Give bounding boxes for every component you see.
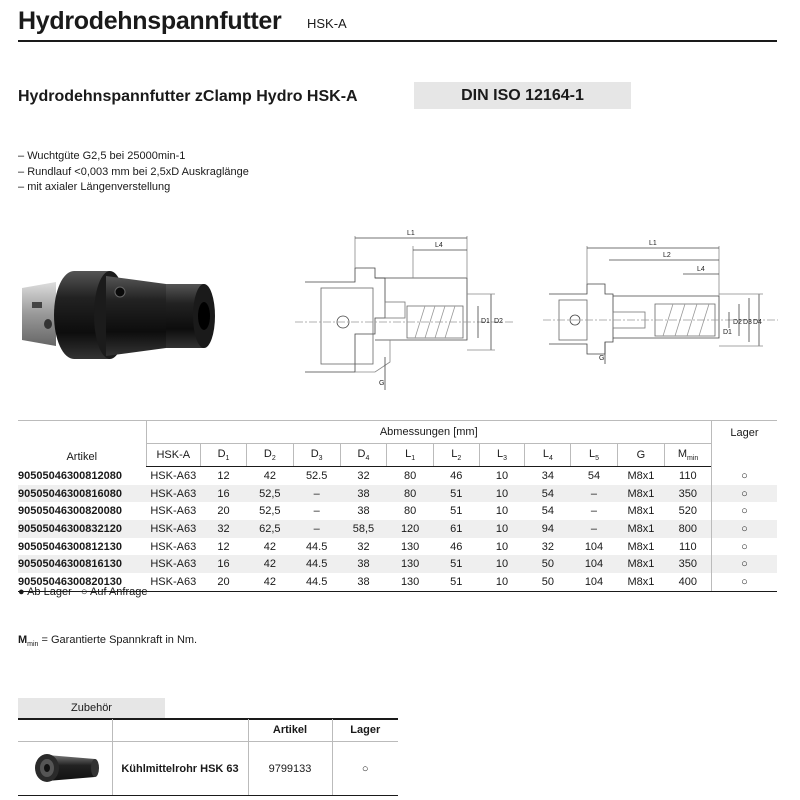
table-cell: 51 (433, 573, 479, 591)
table-row (18, 555, 777, 573)
dim-label: L4 (697, 266, 705, 273)
header-text: HSK-A (156, 449, 191, 461)
dim-label: D4 (753, 319, 762, 326)
header-text: L (497, 447, 504, 460)
col-header-lager: Lager (711, 421, 777, 467)
table-cell: 44.5 (305, 540, 328, 553)
table-cell: 400 (665, 573, 712, 591)
table-cell: HSK-A63 (146, 555, 201, 573)
table-cell: 32 (357, 540, 370, 553)
feature-item: – Wuchtgüte G2,5 bei 25000min-1 (18, 149, 249, 165)
table-cell: 520 (678, 505, 697, 518)
dim-label: L4 (435, 242, 443, 249)
acc-col-artikel: Artikel (248, 719, 332, 742)
col-header-d3 (293, 444, 340, 467)
table-cell: 20 (201, 573, 247, 591)
col-header-l3 (479, 444, 525, 467)
table-cell: 130 (387, 555, 433, 573)
artikel-cell: 90505046300820130 (18, 573, 146, 591)
table-row (18, 467, 777, 485)
table-cell: 16 (201, 485, 247, 503)
header-sub: 4 (548, 455, 553, 463)
acc-col-lager: Lager (332, 719, 398, 742)
table-cell: – (293, 520, 340, 538)
dim-label: L1 (407, 230, 415, 237)
table-cell: M8x1 (617, 573, 664, 591)
table-cell: 104 (571, 573, 617, 591)
lager-cell: ○ (711, 467, 777, 485)
table-row (18, 485, 777, 503)
table-cell: 10 (495, 505, 509, 518)
legend-on-request: ○ Auf Anfrage (80, 586, 148, 598)
table-cell: – (571, 485, 617, 503)
accessory-lager: ○ (332, 742, 398, 796)
header-text: L (405, 447, 412, 460)
accessory-tab: Zubehör (18, 698, 165, 718)
accessory-artikel: 9799133 (248, 742, 332, 796)
artikel-cell: 90505046300820080 (18, 505, 123, 518)
table-cell: M8x1 (627, 469, 655, 482)
table-cell: 32 (357, 469, 370, 482)
table-cell: 54 (525, 485, 571, 503)
col-header-d1 (201, 444, 247, 467)
artikel-cell: 90505046300812080 (18, 469, 123, 482)
table-cell: M8x1 (617, 520, 664, 538)
product-title: Hydrodehnspannfutter zClamp Hydro HSK-A (18, 88, 358, 105)
header-text: L (588, 447, 596, 460)
table-cell: 80 (403, 505, 417, 518)
table-cell: 42 (246, 573, 293, 591)
lager-cell: ○ (711, 555, 777, 573)
table-cell: – (293, 485, 340, 503)
table-cell: 120 (387, 520, 433, 538)
table-cell: 42 (263, 540, 276, 553)
table-cell: – (571, 520, 617, 538)
artikel-cell: 90505046300832120 (18, 520, 146, 538)
header-sub: 2 (457, 455, 462, 463)
lager-cell: ○ (711, 485, 777, 503)
table-cell: M8x1 (627, 540, 655, 553)
dim-label: G (379, 380, 385, 387)
artikel-cell: 90505046300812130 (18, 540, 123, 553)
table-cell: 32 (201, 520, 247, 538)
table-cell: 10 (495, 469, 509, 482)
coolant-tube-photo (25, 745, 105, 789)
page-title: Hydrodehnspannfutter (18, 7, 282, 35)
stock-legend (18, 586, 148, 598)
mmin-sub: min (27, 641, 39, 649)
table-cell: 130 (400, 540, 420, 553)
header-text: L (451, 447, 458, 460)
col-header-hsk (146, 444, 201, 467)
table-cell: 32 (541, 540, 554, 553)
lager-cell: ○ (711, 520, 777, 538)
col-header-group: Abmessungen [mm] (146, 421, 711, 444)
table-cell: 44.5 (293, 573, 340, 591)
dim-label: D1 (723, 329, 732, 336)
table-cell: 20 (217, 505, 230, 518)
table-cell: 16 (201, 555, 247, 573)
table-row (18, 538, 777, 556)
header-sub: 1 (411, 455, 416, 463)
header-text: D (263, 447, 272, 460)
col-header-mmin (665, 444, 712, 467)
header-text: D (217, 447, 226, 460)
table-cell: 350 (665, 555, 712, 573)
lager-cell: ○ (711, 573, 777, 591)
header-sub: min (687, 455, 699, 463)
table-cell: 110 (679, 469, 697, 482)
header-sub: 5 (595, 455, 599, 463)
dim-label: L2 (663, 252, 671, 259)
dim-label: D2 (733, 319, 742, 326)
mmin-text: = Garantierte Spannkraft in Nm. (38, 634, 198, 646)
acc-col-image (18, 719, 112, 742)
table-cell: 104 (571, 555, 617, 573)
technical-drawing-2 (543, 238, 778, 368)
table-cell: HSK-A63 (150, 469, 197, 482)
dim-label: D3 (743, 319, 752, 326)
table-cell: 10 (479, 520, 525, 538)
legend-on-stock: ● Ab Lager (18, 586, 72, 598)
header-text: M (677, 447, 688, 460)
table-cell: 38 (340, 485, 387, 503)
table-cell: 12 (217, 469, 230, 482)
dim-label: D1 (481, 318, 490, 325)
header-text: D (310, 447, 319, 460)
feature-item: – Rundlauf <0,003 mm bei 2,5xD Auskraglänge (18, 165, 249, 181)
accessory-row (18, 742, 398, 796)
table-cell: 10 (479, 555, 525, 573)
table-cell: 38 (340, 555, 387, 573)
table-cell: 10 (495, 540, 509, 553)
mmin-footnote (18, 634, 197, 648)
table-cell: 80 (387, 485, 433, 503)
table-cell: 38 (340, 573, 387, 591)
page-subtitle: HSK-A (307, 16, 347, 31)
col-header-l1 (387, 444, 433, 467)
table-cell: 50 (525, 573, 571, 591)
feature-list (18, 149, 249, 196)
table-cell: M8x1 (617, 555, 664, 573)
lager-cell: ○ (711, 538, 777, 556)
dim-label: G (599, 355, 605, 362)
artikel-cell: 90505046300816130 (18, 555, 146, 573)
table-cell: 51 (450, 505, 463, 518)
col-header-l2 (433, 444, 479, 467)
standard-badge: DIN ISO 12164-1 (414, 82, 631, 109)
header-sub: 3 (503, 455, 508, 463)
feature-item: – mit axialer Längenverstellung (18, 180, 249, 196)
table-cell: – (590, 505, 598, 518)
table-cell: – (313, 505, 320, 518)
table-cell: HSK-A63 (146, 485, 201, 503)
header-text: L (542, 447, 549, 460)
lager-cell: ○ (711, 502, 777, 520)
col-header-l5 (571, 444, 617, 467)
table-cell: 42 (263, 469, 276, 482)
table-cell: HSK-A63 (150, 540, 197, 553)
table-cell: 12 (217, 540, 230, 553)
table-cell: 104 (584, 540, 604, 553)
header-text: D (357, 447, 366, 460)
accessory-image (18, 742, 112, 796)
table-cell: 44.5 (293, 555, 340, 573)
table-cell: HSK-A63 (150, 505, 197, 518)
table-cell: 46 (450, 540, 463, 553)
technical-drawing-1 (295, 222, 515, 392)
table-cell: M8x1 (617, 485, 664, 503)
table-cell: 34 (541, 469, 554, 482)
mmin-symbol: M (18, 634, 28, 646)
artikel-cell: 90505046300816080 (18, 485, 146, 503)
table-cell: 46 (450, 469, 463, 482)
title-divider (18, 40, 777, 42)
table-cell: 54 (587, 469, 601, 482)
table-cell: 10 (479, 573, 525, 591)
table-cell: 130 (387, 573, 433, 591)
table-cell: HSK-A63 (146, 520, 201, 538)
dim-label: D2 (494, 318, 503, 325)
header-sub: 1 (225, 455, 230, 463)
table-cell: 800 (665, 520, 712, 538)
table-cell: HSK-A63 (146, 573, 201, 591)
table-cell: 38 (357, 505, 370, 518)
table-cell: 58,5 (340, 520, 387, 538)
header-text: G (636, 449, 646, 461)
header-sub: 2 (271, 455, 276, 463)
table-cell: 80 (403, 469, 417, 482)
col-header-g (617, 444, 664, 467)
accessory-table (18, 719, 398, 796)
col-header-d4 (340, 444, 387, 467)
table-cell: 50 (525, 555, 571, 573)
table-cell: 10 (479, 485, 525, 503)
table-row (18, 502, 777, 520)
table-cell: 52,5 (259, 505, 281, 518)
header-sub: 3 (318, 455, 323, 463)
accessory-name: Kühlmittelrohr HSK 63 (112, 742, 248, 796)
table-cell: 110 (679, 540, 697, 553)
col-header-l4 (525, 444, 571, 467)
table-cell: M8x1 (627, 505, 655, 518)
spec-table-body (18, 467, 777, 592)
table-cell: 51 (433, 555, 479, 573)
table-cell: 62,5 (246, 520, 293, 538)
acc-col-name (112, 719, 248, 742)
header-sub: 4 (365, 455, 370, 463)
dim-label: L1 (649, 240, 657, 247)
table-row (18, 520, 777, 538)
table-cell: 51 (433, 485, 479, 503)
spec-table (18, 420, 777, 592)
table-cell: 350 (665, 485, 712, 503)
table-cell: 61 (433, 520, 479, 538)
table-cell: 52.5 (305, 469, 328, 482)
col-header-d2 (246, 444, 293, 467)
table-cell: 94 (525, 520, 571, 538)
product-photo (16, 262, 216, 372)
table-cell: 52,5 (246, 485, 293, 503)
table-cell: 54 (541, 505, 554, 518)
col-header-artikel: Artikel (18, 421, 146, 467)
table-cell: 42 (246, 555, 293, 573)
